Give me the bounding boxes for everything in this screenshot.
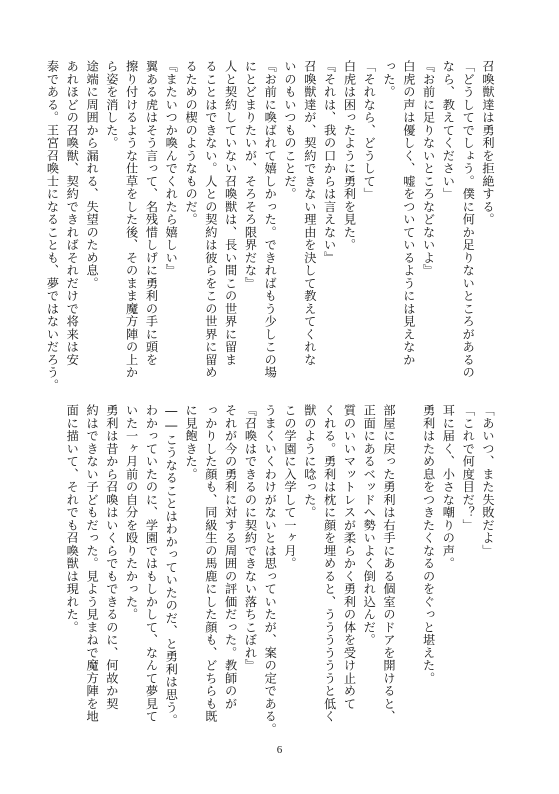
top-text-line: 召喚獣達は勇利を拒絶する。 [481,60,495,226]
page-number: 6 [276,744,283,756]
top-text-line: にとどまりたいが、そろそろ限界だな』 [243,60,258,290]
top-text-line: 翼ある虎はそう言って、名残惜しげに勇利の手に頭を [144,60,159,366]
top-text-line: ることはできない。人との契約は彼らをこの世界に留め [203,60,218,379]
bottom-text-line: くれる。勇利は枕に顔を埋めると、ううううううと低く [322,404,337,723]
text-block-top [45,60,497,392]
top-text-line: 途端に周囲から漏れる、失望のため息。 [85,60,100,290]
top-text-line: 「どうしてでしょう。僕に何か足りないところがあるの [461,60,476,379]
top-text-line: 人と契約していない召喚獣は、長い間この世界に留ま [223,60,238,366]
bottom-text-line: 「これで何度目だ？」 [461,404,476,532]
bottom-text-line: に見飽きた。 [184,404,199,481]
top-text-line: 擦り付けるような仕草をした後、そのまま魔方陣の上か [124,60,139,379]
top-text-line: なら、教えてください」 [441,60,456,201]
top-text-line: あれほどの召喚獣、契約できればそれだけで将来は安 [65,60,80,366]
bottom-text-line: 質のいいマットレスが柔らかく勇利の体を受け止めて [342,404,357,710]
bottom-text-line: いた一ヶ月前の自分を殴りたかった。 [124,404,139,621]
top-text-line: 『それは、我の口からは言えない』 [322,60,337,264]
bottom-text-line: 獣のように唸った。 [302,404,317,519]
top-text-line: いのもいつものことだ。 [283,60,298,201]
bottom-text-line: 『召喚はできるのに契約できない落ちこぼれ』 [243,404,258,672]
bottom-text-line: 耳に届く、小さな嘲りの声。 [441,404,456,570]
bottom-text-line: 勇利は昔から召喚はいくらでもできるのに、何故か契 [104,404,119,710]
top-text-line: 召喚獣達が、契約できない理由を決して教えてくれな [302,60,317,366]
bottom-text-line: 勇利はため息をつきたくなるのをぐっと堪えた。 [421,404,436,685]
bottom-text-line: 部屋に戻った勇利は右手にある個室のドアを開けると、 [382,404,397,723]
bottom-text-line: 「あいつ、また失敗だよ」 [481,404,495,557]
bottom-text-line: 面に描いて、それでも召喚獣は現れた。 [65,404,80,634]
bottom-text-line: うまくいくわけがないとは思っていたが、案の定である。 [263,404,278,736]
text-block-bottom [65,404,497,736]
top-text-line: 泰である。王宮召喚士になることも、夢ではないだろう。 [45,60,60,392]
top-text-line: るための楔のようなものだ。 [184,60,199,226]
bottom-text-line: っかりした顔も、同級生の馬鹿にした顔も、どちらも既 [203,404,218,723]
top-text-line: 『お前に足りないところなどないよ』 [421,60,436,277]
top-text-line: 『またいつか喚んでくれたら嬉しい』 [164,60,179,277]
top-text-line: った。 [382,60,397,99]
bottom-text-line: ――こうなることはわかっていたのだ、と勇利は思う。 [164,404,179,727]
top-text-line: ら姿を消した。 [104,60,119,150]
top-text-line: 白虎は困ったように勇利を見た。 [342,60,357,252]
bottom-text-line: わかっていたのに、学園ではもしかして、なんて夢見て [144,404,159,723]
top-text-line: 「それなら、どうして」 [362,60,377,201]
bottom-text-line [398,404,418,704]
bottom-text-line: それが今の勇利に対する周囲の評価だった。教師のが [223,404,238,710]
bottom-text-line: 正面にあるベッドへ勢いよく倒れ込んだ。 [362,404,377,647]
bottom-text-line: この学園に入学して一ヶ月。 [283,404,298,570]
bottom-text-line: 約はできない子どもだった。見よう見まねで魔方陣を地 [85,404,100,723]
top-text-line: 『お前に喚ばれて嬉しかった。できればもう少しこの場 [263,60,278,379]
top-text-line: 白虎の声は優しく、嘘をついているようには見えなか [401,60,416,366]
